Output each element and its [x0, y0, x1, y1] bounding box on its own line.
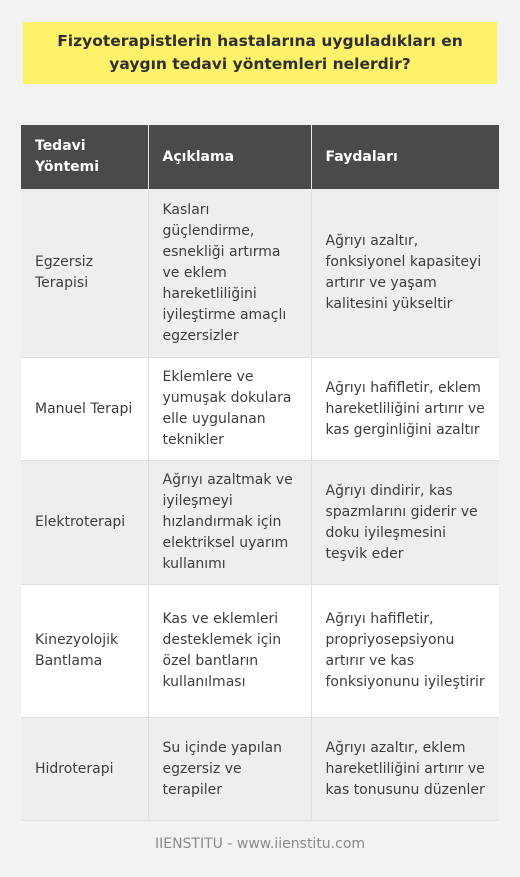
cell-description: Eklemlere ve yumuşak dokulara elle uygulanan teknikler	[148, 358, 311, 461]
cell-benefits: Ağrıyı hafifletir, eklem hareketliliğini artırır ve kas gerginliğini azaltır	[311, 358, 499, 461]
cell-benefits: Ağrıyı hafifletir, propriyosepsiyonu artırır ve kas fonksiyonunu iyileştirir	[311, 585, 499, 718]
cell-method: Egzersiz Terapisi	[21, 189, 148, 358]
footer-credit: IIENSTITU - www.iienstitu.com	[154, 836, 366, 852]
table-row	[21, 718, 499, 821]
cell-description: Kasları güçlendirme, esnekliği artırma ve eklem hareketliliğini iyileştirme amaçlı egzersizler	[148, 189, 311, 358]
header-description: Açıklama	[148, 125, 311, 189]
header-treatment-method: Tedavi Yöntemi	[21, 125, 148, 189]
table-row	[21, 461, 499, 585]
cell-description: Kas ve eklemleri desteklemek için özel bantların kullanılması	[148, 585, 311, 718]
page-title: Fizyoterapistlerin hastalarına uyguladıkları en yaygın tedavi yöntemleri nelerdir?	[23, 22, 497, 84]
header-benefits: Faydaları	[311, 125, 499, 189]
table-row	[21, 358, 499, 461]
cell-benefits: Ağrıyı dindirir, kas spazmlarını giderir ve doku iyileşmesini teşvik eder	[311, 461, 499, 585]
cell-description: Su içinde yapılan egzersiz ve terapiler	[148, 718, 311, 821]
cell-benefits: Ağrıyı azaltır, eklem hareketliliğini artırır ve kas tonusunu düzenler	[311, 718, 499, 821]
cell-benefits: Ağrıyı azaltır, fonksiyonel kapasiteyi artırır ve yaşam kalitesini yükseltir	[311, 189, 499, 358]
cell-description: Ağrıyı azaltmak ve iyileşmeyi hızlandırmak için elektriksel uyarım kullanımı	[148, 461, 311, 585]
cell-method: Elektroterapi	[21, 461, 148, 585]
table-header-row	[21, 125, 499, 189]
cell-method: Manuel Terapi	[21, 358, 148, 461]
table-body	[21, 189, 499, 821]
treatment-table	[21, 125, 499, 821]
cell-method: Kinezyolojik Bantlama	[21, 585, 148, 718]
table-row	[21, 585, 499, 718]
cell-method: Hidroterapi	[21, 718, 148, 821]
table-header	[21, 125, 499, 189]
table-row	[21, 189, 499, 358]
